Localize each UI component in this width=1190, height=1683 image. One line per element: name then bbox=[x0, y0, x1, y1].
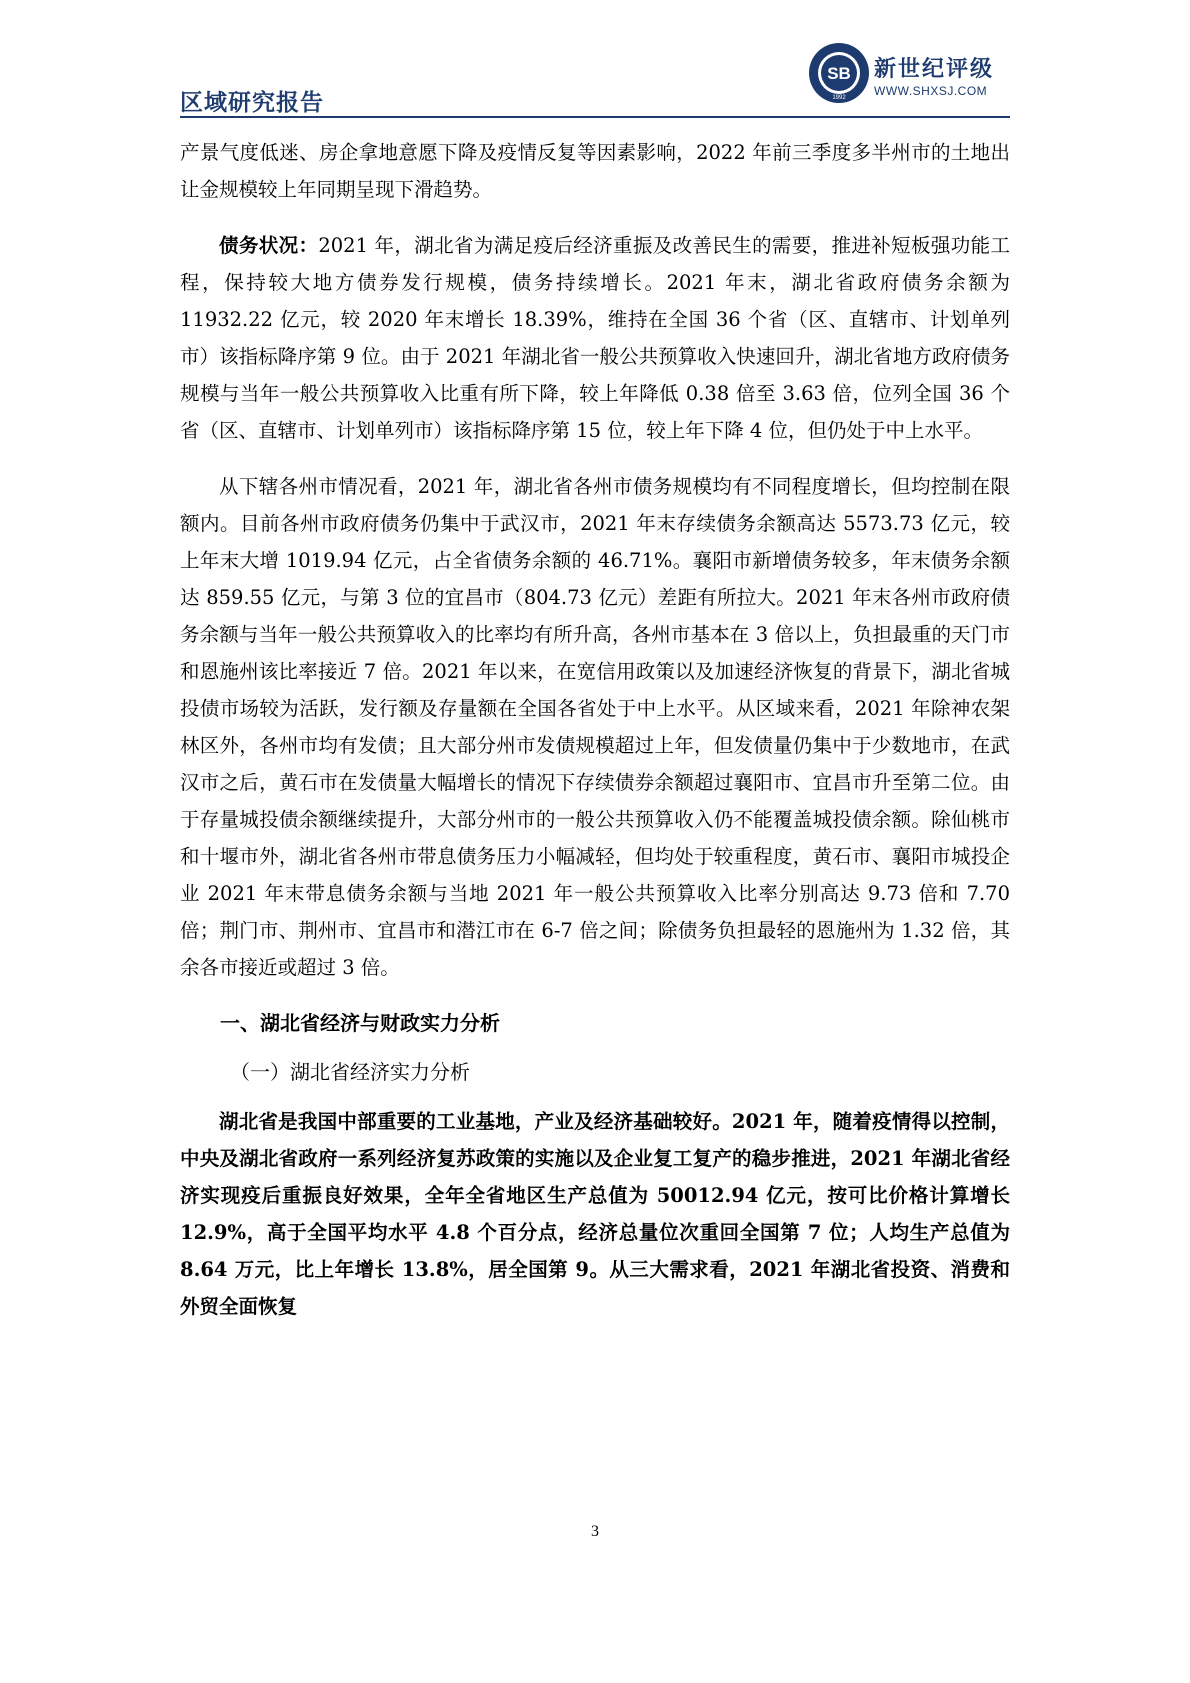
section-heading-2: （一）湖北省经济实力分析 bbox=[230, 1060, 470, 1084]
paragraph-land-sales: 产景气度低迷、房企拿地意愿下降及疫情反复等因素影响，2022 年前三季度多半州市的土地出让金规模较上年同期呈现下滑趋势。 bbox=[180, 141, 1010, 201]
paragraph-debt-status bbox=[180, 227, 1010, 449]
brand-name: 新世纪评级 bbox=[874, 56, 995, 82]
logo-year: 1992 bbox=[832, 95, 846, 101]
page-number: 3 bbox=[591, 1523, 599, 1540]
debt-status-text: 2021 年，湖北省为满足疫后经济重振及改善民生的需要，推进补短板强功能工程，保持较大地方债券发行规模，债务持续增长。2021 年末，湖北省政府债务余额为 11932.22 亿元，较 2020 年末增长 18.39%，维持在全国 36 个省（区、直辖市、计划单列市）该指标降序第 9 位。由于 2021 年湖北省一般公共预算收入快速回升，湖北省地方政府债务规模与当年一般公共预算收入比重有所下降，较上年降低 0.38 倍至 3.63 倍，位列全国 36 个省（区、直辖市、计划单列市）该指标降序第 15 位，较上年下降 4 位，但仍处于中上水平。 bbox=[180, 234, 1010, 442]
paragraph-economy: 湖北省是我国中部重要的工业基地，产业及经济基础较好。2021 年，随着疫情得以控制，中央及湖北省政府一系列经济复苏政策的实施以及企业复工复产的稳步推进，2021 年湖北省经济实现疫后重振良好效果，全年全省地区生产总值为 50012.94 亿元，按可比价格计算增长 12.9%，高于全国平均水平 4.8 个百分点，经济总量位次重回全国第 7 位；人均生产总值为 8.64 万元，比上年增长 13.8%，居全国第 9。从三大需求看，2021 年湖北省投资、消费和外贸全面恢复 bbox=[180, 1110, 1010, 1318]
report-section-title: 区域研究报告 bbox=[180, 90, 324, 116]
company-logo bbox=[808, 42, 870, 104]
debt-status-lead: 债务状况： bbox=[219, 234, 319, 257]
brand-url: WWW.SHXSJ.COM bbox=[874, 84, 988, 98]
section-heading-1: 一、湖北省经济与财政实力分析 bbox=[220, 1011, 500, 1035]
document-body bbox=[180, 134, 1010, 1344]
logo-letters: SB bbox=[827, 64, 851, 83]
paragraph-city-debt: 从下辖各州市情况看，2021 年，湖北省各州市债务规模均有不同程度增长，但均控制在限额内。目前各州市政府债务仍集中于武汉市，2021 年末存续债务余额高达 5573.73 亿元，较上年末大增 1019.94 亿元，占全省债务余额的 46.71%。襄阳市新增债务较多，年末债务余额达 859.55 亿元，与第 3 位的宜昌市（804.73 亿元）差距有所拉大。2021 年末各州市政府债务余额与当年一般公共预算收入的比率均有所升高，各州市基本在 3 倍以上，负担最重的天门市和恩施州该比率接近 7 倍。2021 年以来，在宽信用政策以及加速经济恢复的背景下，湖北省城投债市场较为活跃，发行额及存量额在全国各省处于中上水平。从区域来看，2021 年除神农架林区外，各州市均有发债；且大部分州市发债规模超过上年，但发债量仍集中于少数地市，在武汉市之后，黄石市在发债量大幅增长的情况下存续债券余额超过襄阳市、宜昌市升至第二位。由于存量城投债余额继续提升，大部分州市的一般公共预算收入仍不能覆盖城投债余额。除仙桃市和十堰市外，湖北省各州市带息债务压力小幅减轻，但均处于较重程度，黄石市、襄阳市城投企业 2021 年末带息债务余额与当地 2021 年一般公共预算收入比率分别高达 9.73 倍和 7.70 倍；荆门市、荆州市、宜昌市和潜江市在 6-7 倍之间；除债务负担最轻的恩施州为 1.32 倍，其余各市接近或超过 3 倍。 bbox=[180, 475, 1010, 979]
header-divider bbox=[180, 116, 1010, 118]
